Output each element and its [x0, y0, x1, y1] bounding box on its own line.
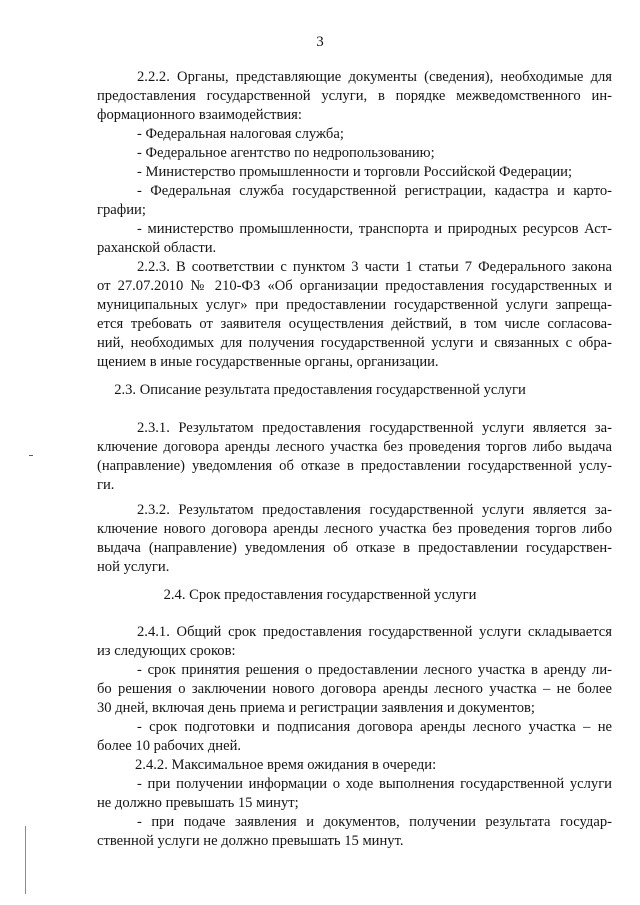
text-line: 30 дней, включая день приема и регистрации заявления и документов;: [97, 700, 535, 716]
list-item: - при получении информации о ходе выполнения государственной услуги: [137, 776, 612, 792]
section-heading: 2.4. Срок предоставления государственной услуги: [163, 587, 477, 603]
text-line: из следующих сроков:: [97, 643, 236, 659]
text-line: бо решения о заключении нового договора аренды лесного участка – не более: [97, 681, 612, 697]
text-line: 2.2.2. Органы, представляющие документы (сведения), необходимые для: [137, 69, 612, 85]
list-item: - Федеральное агентство по недропользованию;: [137, 145, 435, 161]
text-line: выдача (направление) уведомления об отказе в предоставлении государствен-: [97, 540, 612, 556]
text-line: муниципальных услуг» при предоставлении государственной услуги запреща-: [97, 297, 612, 313]
list-item: - срок принятия решения о предоставлении лесного участка в аренду ли-: [137, 662, 612, 678]
list-item: - министерство промышленности, транспорта и природных ресурсов Аст-: [137, 221, 612, 237]
list-item: - Министерство промышленности и торговли Российской Федерации;: [137, 164, 573, 180]
text-line: ется требовать от заявителя осуществления действий, в том числе согласова-: [97, 316, 612, 332]
text-line: ний, необходимых для получения государственной услуги и связанных с обра-: [97, 335, 612, 351]
text-line: раханской области.: [97, 240, 217, 256]
text-line: 2.4.1. Общий срок предоставления государственной услуги складывается: [137, 624, 612, 640]
text-line: формационного взаимодействия:: [97, 107, 302, 123]
scan-mark: [29, 455, 33, 456]
text-line: не должно превышать 15 минут;: [97, 795, 299, 811]
text-line: 2.4.2. Максимальное время ожидания в очереди:: [135, 757, 437, 773]
list-item: - Федеральная служба государственной регистрации, кадастра и карто-: [137, 183, 612, 199]
text-line: ной услуги.: [97, 559, 170, 575]
text-line: графии;: [97, 202, 146, 218]
text-line: ключение нового договора аренды лесного участка без проведения торгов либо: [97, 521, 612, 537]
list-item: - Федеральная налоговая служба;: [137, 126, 344, 142]
scan-mark: [25, 826, 26, 894]
text-line: щением в иные государственные органы, организации.: [97, 354, 439, 370]
text-line: 2.2.3. В соответствии с пунктом 3 части 1 статьи 7 Федерального закона: [137, 259, 612, 275]
text-line: ключение договора аренды лесного участка без проведения торгов либо выдача: [97, 439, 612, 455]
text-line: ги.: [97, 477, 115, 493]
text-line: 2.3.1. Результатом предоставления государственной услуги является за-: [137, 420, 612, 436]
text-line: (направление) уведомления об отказе в предоставлении государственной услу-: [97, 458, 612, 474]
text-line: более 10 рабочих дней.: [97, 738, 242, 754]
list-item: - при подаче заявления и документов, получении результата государ-: [137, 814, 612, 830]
text-line: 2.3.2. Результатом предоставления государственной услуги является за-: [137, 502, 612, 518]
text-line: от 27.07.2010 № 210-ФЗ «Об организации предоставления государственных и: [97, 278, 612, 294]
page-number: 3: [316, 34, 324, 50]
text-line: предоставления государственной услуги, в порядке межведомственного ин-: [97, 88, 612, 104]
section-heading: 2.3. Описание результата предоставления государственной услуги: [114, 382, 526, 398]
text-line: ственной услуги не должно превышать 15 минут.: [97, 833, 404, 849]
list-item: - срок подготовки и подписания договора аренды лесного участка – не: [137, 719, 612, 735]
